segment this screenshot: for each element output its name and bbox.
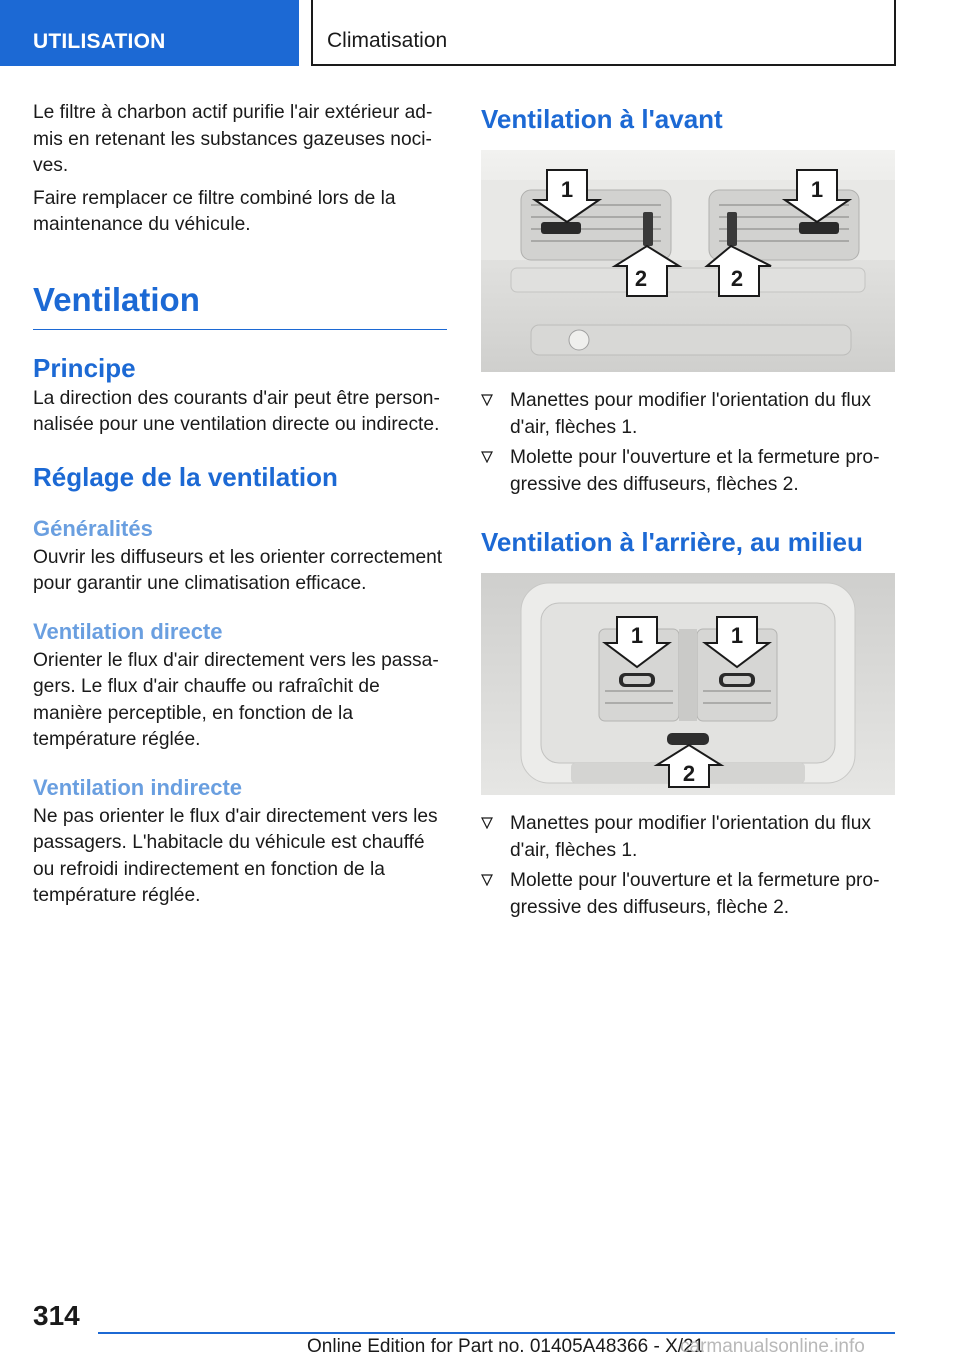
intro-paragraph-2: Faire remplacer ce filtre combiné lors de la maintenance du véhicule. [33,187,396,235]
principe-heading: Principe [33,352,136,383]
indirecte-text: Ne pas orienter le flux d'air directement vers les passagers. L'habitacle du véhicule est chauffé ou refroidi indirectement en fonction de la température réglée. [33,805,438,906]
triangle-bullet-icon [481,394,493,406]
header-chapter-box [311,0,896,66]
principe-text: La direction des courants d'air peut être personnalisée pour une ventilation directe ou indirecte. [33,387,440,435]
rear-label-2: 2 [682,761,696,786]
rear-item-1-text: Manettes pour modifier l'orientation du flux d'air, flèches 1. [510,813,871,861]
intro-paragraph-1: Le filtre à charbon actif purifie l'air extérieur admis en retenant les substances gazeuses nocives. [33,102,433,176]
front-label-1a: 1 [560,177,574,202]
front-vents-list [481,388,895,498]
header-chapter-label: Climatisation [327,29,448,52]
generalites-heading: Généralités [33,515,153,541]
indirecte-heading: Ventilation indirecte [33,774,243,800]
front-vents-illustration [481,150,895,372]
triangle-bullet-icon [481,817,493,829]
list-item [481,388,895,441]
rear-label-1b: 1 [730,623,744,648]
left-column [33,100,447,910]
directe-heading: Ventilation directe [33,618,223,644]
avant-heading: Ventilation à l'avant [481,104,723,134]
footer-divider [98,1332,895,1334]
header-section-tab [0,0,299,66]
generalites-text: Ouvrir les diffuseurs et les orienter correctement pour garantir une climatisation efficace. [33,546,443,594]
rear-label-1a: 1 [630,623,644,648]
list-item [481,445,895,498]
front-label-1b: 1 [810,177,824,202]
header-section-label: UTILISATION [33,30,166,53]
triangle-bullet-icon [481,451,493,463]
page-number: 314 [33,1300,80,1331]
rear-vents-image [481,573,895,795]
triangle-bullet-icon [481,874,493,886]
arriere-heading: Ventilation à l'arrière, au milieu [481,527,863,557]
rear-vents-list [481,811,895,921]
right-column [481,100,895,925]
ventilation-heading: Ventilation [33,281,447,330]
rear-item-2-text: Molette pour l'ouverture et la fermeture progressive des diffuseurs, flèche 2. [510,870,880,918]
reglage-heading: Réglage de la ventilation [33,461,338,492]
list-item [481,811,895,864]
rear-vents-illustration [481,573,895,795]
footer-watermark: carmanualsonline.info [680,1336,865,1357]
front-item-2-text: Molette pour l'ouverture et la fermeture progressive des diffuseurs, flèches 2. [510,447,880,495]
front-vents-image [481,150,895,372]
directe-text: Orienter le flux d'air directement vers les passagers. Le flux d'air chauffe ou rafraîchit de manière perceptible, en fonction de la température réglée. [33,649,439,750]
front-label-2b: 2 [730,266,744,291]
footer-edition: Online Edition for Part no. 01405A48366 - X/21 [307,1336,705,1357]
front-item-1-text: Manettes pour modifier l'orientation du flux d'air, flèches 1. [510,390,871,438]
list-item [481,868,895,921]
front-label-2a: 2 [634,266,648,291]
